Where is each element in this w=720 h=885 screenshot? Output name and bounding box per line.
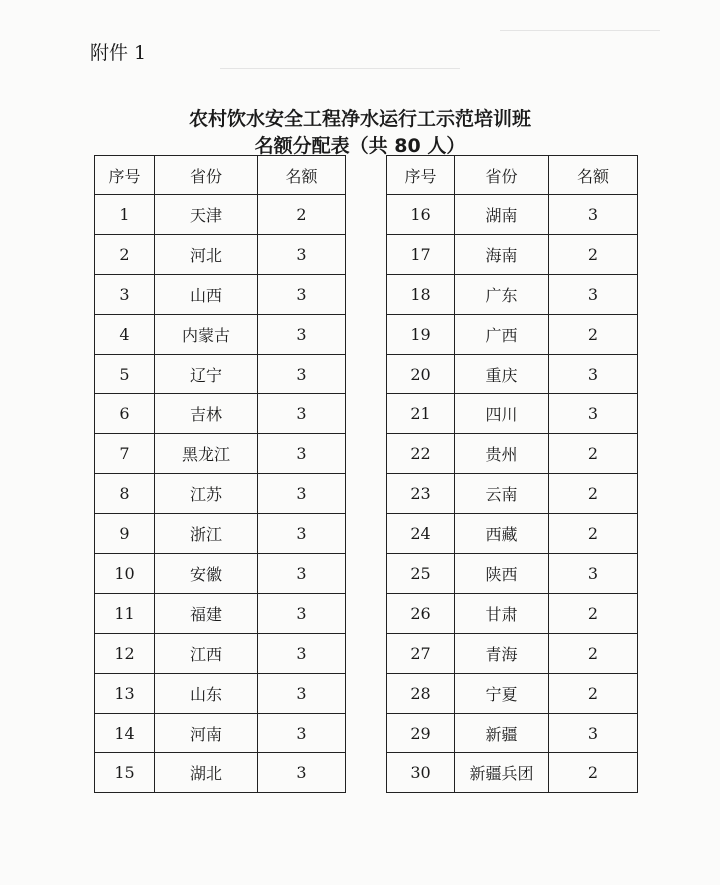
cell-quota: 2	[549, 753, 638, 793]
header-province: 省份	[455, 156, 549, 195]
quota-table-left	[94, 155, 346, 793]
cell-index: 20	[387, 354, 455, 394]
cell-quota: 3	[258, 434, 346, 474]
cell-quota: 3	[549, 554, 638, 594]
cell-province: 河北	[155, 234, 258, 274]
cell-index: 11	[95, 593, 155, 633]
cell-index: 13	[95, 673, 155, 713]
cell-index: 4	[95, 314, 155, 354]
cell-index: 9	[95, 514, 155, 554]
attachment-label: 附件 1	[90, 42, 147, 64]
cell-quota: 2	[549, 474, 638, 514]
cell-quota: 3	[258, 753, 346, 793]
cell-index: 8	[95, 474, 155, 514]
bleed-through-mark	[500, 30, 660, 31]
cell-quota: 3	[258, 673, 346, 713]
cell-quota: 3	[549, 274, 638, 314]
cell-province: 贵州	[455, 434, 549, 474]
cell-quota: 3	[258, 514, 346, 554]
cell-province: 重庆	[455, 354, 549, 394]
header-quota: 名额	[258, 156, 346, 195]
cell-index: 15	[95, 753, 155, 793]
bleed-through-mark	[220, 68, 460, 69]
cell-province: 内蒙古	[155, 314, 258, 354]
cell-province: 甘肃	[455, 593, 549, 633]
cell-province: 四川	[455, 394, 549, 434]
cell-index: 14	[95, 713, 155, 753]
table-row	[387, 234, 638, 274]
cell-province: 浙江	[155, 514, 258, 554]
cell-province: 宁夏	[455, 673, 549, 713]
cell-quota: 3	[258, 314, 346, 354]
table-header-row	[387, 156, 638, 195]
cell-quota: 3	[258, 554, 346, 594]
table-row	[387, 713, 638, 753]
quota-table-right	[386, 155, 638, 793]
cell-quota: 2	[549, 234, 638, 274]
table-row	[95, 554, 346, 594]
cell-index: 12	[95, 633, 155, 673]
cell-quota: 2	[549, 314, 638, 354]
cell-index: 17	[387, 234, 455, 274]
cell-quota: 2	[549, 514, 638, 554]
cell-index: 28	[387, 673, 455, 713]
cell-index: 10	[95, 554, 155, 594]
cell-quota: 3	[258, 474, 346, 514]
table-row	[387, 354, 638, 394]
cell-index: 23	[387, 474, 455, 514]
header-index: 序号	[95, 156, 155, 195]
table-row	[95, 514, 346, 554]
table-row	[387, 195, 638, 235]
cell-index: 2	[95, 234, 155, 274]
cell-quota: 3	[258, 354, 346, 394]
cell-quota: 3	[258, 394, 346, 434]
cell-index: 30	[387, 753, 455, 793]
cell-province: 江苏	[155, 474, 258, 514]
header-index: 序号	[387, 156, 455, 195]
cell-province: 山西	[155, 274, 258, 314]
document-subtitle: 名额分配表（共 80 人）	[254, 135, 466, 157]
cell-province: 湖南	[455, 195, 549, 235]
cell-index: 24	[387, 514, 455, 554]
table-row	[95, 593, 346, 633]
cell-quota: 3	[549, 354, 638, 394]
cell-quota: 2	[549, 434, 638, 474]
cell-province: 新疆兵团	[455, 753, 549, 793]
cell-province: 福建	[155, 593, 258, 633]
cell-index: 27	[387, 633, 455, 673]
table-row	[387, 633, 638, 673]
table-row	[387, 474, 638, 514]
cell-quota: 3	[258, 274, 346, 314]
header-quota: 名额	[549, 156, 638, 195]
table-row	[387, 314, 638, 354]
cell-index: 6	[95, 394, 155, 434]
cell-quota: 3	[258, 713, 346, 753]
table-row	[95, 474, 346, 514]
table-row	[387, 753, 638, 793]
cell-index: 16	[387, 195, 455, 235]
cell-index: 3	[95, 274, 155, 314]
table-row	[95, 314, 346, 354]
cell-province: 青海	[455, 633, 549, 673]
cell-quota: 3	[258, 633, 346, 673]
table-row	[387, 434, 638, 474]
cell-province: 江西	[155, 633, 258, 673]
cell-province: 新疆	[455, 713, 549, 753]
cell-quota: 3	[549, 195, 638, 235]
cell-province: 辽宁	[155, 354, 258, 394]
cell-index: 5	[95, 354, 155, 394]
table-row	[387, 394, 638, 434]
cell-province: 吉林	[155, 394, 258, 434]
cell-index: 7	[95, 434, 155, 474]
cell-index: 25	[387, 554, 455, 594]
cell-quota: 2	[549, 593, 638, 633]
table-row	[95, 394, 346, 434]
cell-province: 海南	[455, 234, 549, 274]
cell-quota: 3	[549, 713, 638, 753]
header-province: 省份	[155, 156, 258, 195]
cell-province: 湖北	[155, 753, 258, 793]
cell-province: 山东	[155, 673, 258, 713]
cell-province: 天津	[155, 195, 258, 235]
table-row	[95, 274, 346, 314]
cell-quota: 3	[258, 593, 346, 633]
cell-quota: 3	[258, 234, 346, 274]
table-row	[95, 195, 346, 235]
table-row	[387, 673, 638, 713]
cell-province: 黑龙江	[155, 434, 258, 474]
table-row	[95, 713, 346, 753]
table-row	[95, 434, 346, 474]
table-row	[387, 514, 638, 554]
cell-quota: 2	[549, 633, 638, 673]
table-row	[95, 673, 346, 713]
cell-index: 19	[387, 314, 455, 354]
cell-province: 广东	[455, 274, 549, 314]
table-row	[95, 354, 346, 394]
cell-province: 安徽	[155, 554, 258, 594]
table-row	[95, 633, 346, 673]
cell-quota: 2	[549, 673, 638, 713]
cell-index: 1	[95, 195, 155, 235]
table-row	[95, 753, 346, 793]
cell-index: 29	[387, 713, 455, 753]
table-row	[387, 274, 638, 314]
document-title: 农村饮水安全工程净水运行工示范培训班	[188, 108, 531, 130]
cell-province: 广西	[455, 314, 549, 354]
table-row	[387, 554, 638, 594]
cell-province: 西藏	[455, 514, 549, 554]
cell-province: 云南	[455, 474, 549, 514]
cell-quota: 2	[258, 195, 346, 235]
cell-index: 18	[387, 274, 455, 314]
cell-index: 26	[387, 593, 455, 633]
cell-quota: 3	[549, 394, 638, 434]
cell-index: 21	[387, 394, 455, 434]
table-row	[387, 593, 638, 633]
cell-province: 陕西	[455, 554, 549, 594]
cell-province: 河南	[155, 713, 258, 753]
cell-index: 22	[387, 434, 455, 474]
table-header-row	[95, 156, 346, 195]
table-row	[95, 234, 346, 274]
